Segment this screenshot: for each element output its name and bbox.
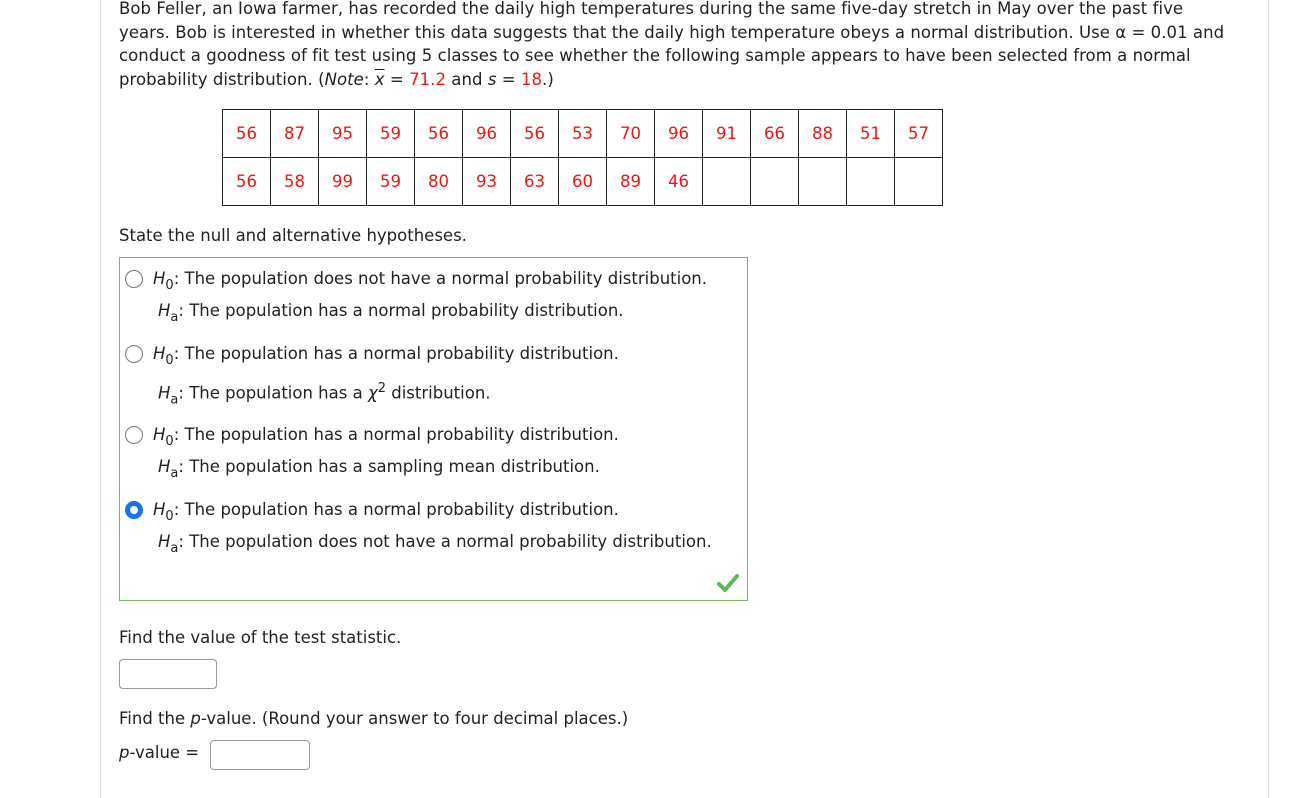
radio-button-selected[interactable] bbox=[125, 501, 143, 519]
table-cell: 66 bbox=[751, 110, 799, 158]
table-cell: 56 bbox=[223, 110, 271, 158]
table-cell: 51 bbox=[847, 110, 895, 158]
pvalue-label: p-value = bbox=[119, 743, 200, 762]
table-cell: 59 bbox=[367, 110, 415, 158]
table-cell bbox=[703, 158, 751, 206]
table-cell: 96 bbox=[655, 110, 703, 158]
s-symbol: s bbox=[487, 70, 497, 90]
ha-text: $H_a$: The population does not have a normal probability distribution. bbox=[158, 532, 712, 556]
table-cell: 60 bbox=[559, 158, 607, 206]
h0-text: $H_0$: The population has a normal probability distribution. bbox=[153, 425, 619, 449]
table-cell: 70 bbox=[607, 110, 655, 158]
table-cell: 87 bbox=[271, 110, 319, 158]
table-cell bbox=[895, 158, 943, 206]
xbar-symbol: $\overline{x}$ bbox=[374, 70, 385, 90]
test-statistic-input[interactable] bbox=[119, 659, 217, 689]
note-label: Note bbox=[324, 70, 364, 90]
ha-text: $H_a$: The population has a sampling mean distribution. bbox=[158, 457, 600, 481]
h0-text: $H_0$: The population has a normal probability distribution. bbox=[153, 500, 619, 524]
table-cell: 56 bbox=[223, 158, 271, 206]
pvalue-prompt: Find the p-value. (Round your answer to four decimal places.) bbox=[119, 709, 629, 728]
hypotheses-prompt: State the null and alternative hypotheses. bbox=[119, 226, 467, 245]
table-row bbox=[223, 110, 943, 158]
sd-value: 18 bbox=[520, 70, 543, 90]
h0-text: $H_0$: The population does not have a normal probability distribution. bbox=[153, 269, 708, 293]
table-cell: 46 bbox=[655, 158, 703, 206]
table-cell: 63 bbox=[511, 158, 559, 206]
table-cell: 57 bbox=[895, 110, 943, 158]
end-text: .) bbox=[542, 70, 554, 90]
table-cell: 99 bbox=[319, 158, 367, 206]
table-cell: 88 bbox=[799, 110, 847, 158]
sample-data-table bbox=[222, 109, 943, 206]
ha-text: $H_a$: The population has a $\chi^2$ distribution. bbox=[158, 381, 491, 408]
intro-text: Bob Feller, an Iowa farmer, has recorded the daily high temperatures during the same five-day stretch in May over the past five years. Bob is interested in whether this data suggests that the daily high temperature obeys a normal distribution. Use α = 0.01 and conduct a goodness of fit test using 5 classes to see whether the following sample appears to have been selected from a normal probability distribution. ( bbox=[119, 0, 1225, 90]
table-cell: 96 bbox=[463, 110, 511, 158]
table-cell: 56 bbox=[415, 110, 463, 158]
table-cell bbox=[847, 158, 895, 206]
table-cell: 93 bbox=[463, 158, 511, 206]
table-cell: 80 bbox=[415, 158, 463, 206]
correct-checkmark-icon bbox=[717, 574, 739, 592]
table-cell: 95 bbox=[319, 110, 367, 158]
hypotheses-choices bbox=[119, 257, 748, 601]
test-statistic-prompt: Find the value of the test statistic. bbox=[119, 628, 402, 647]
equals: = bbox=[496, 70, 521, 90]
table-cell: 58 bbox=[271, 158, 319, 206]
radio-button[interactable] bbox=[125, 270, 143, 288]
ha-text: $H_a$: The population has a normal probability distribution. bbox=[158, 301, 624, 325]
radio-button[interactable] bbox=[125, 426, 143, 444]
mean-value: 71.2 bbox=[409, 70, 447, 90]
question-intro bbox=[119, 0, 1239, 92]
equals: = bbox=[384, 70, 410, 90]
radio-button[interactable] bbox=[125, 345, 143, 363]
table-cell: 89 bbox=[607, 158, 655, 206]
table-cell: 91 bbox=[703, 110, 751, 158]
table-cell bbox=[751, 158, 799, 206]
and-text: and bbox=[446, 70, 488, 90]
table-cell: 56 bbox=[511, 110, 559, 158]
colon: : bbox=[363, 70, 375, 90]
pvalue-input[interactable] bbox=[210, 740, 310, 770]
h0-text: $H_0$: The population has a normal probability distribution. bbox=[153, 344, 619, 368]
table-cell: 59 bbox=[367, 158, 415, 206]
table-cell: 53 bbox=[559, 110, 607, 158]
table-row bbox=[223, 158, 943, 206]
table-cell bbox=[799, 158, 847, 206]
